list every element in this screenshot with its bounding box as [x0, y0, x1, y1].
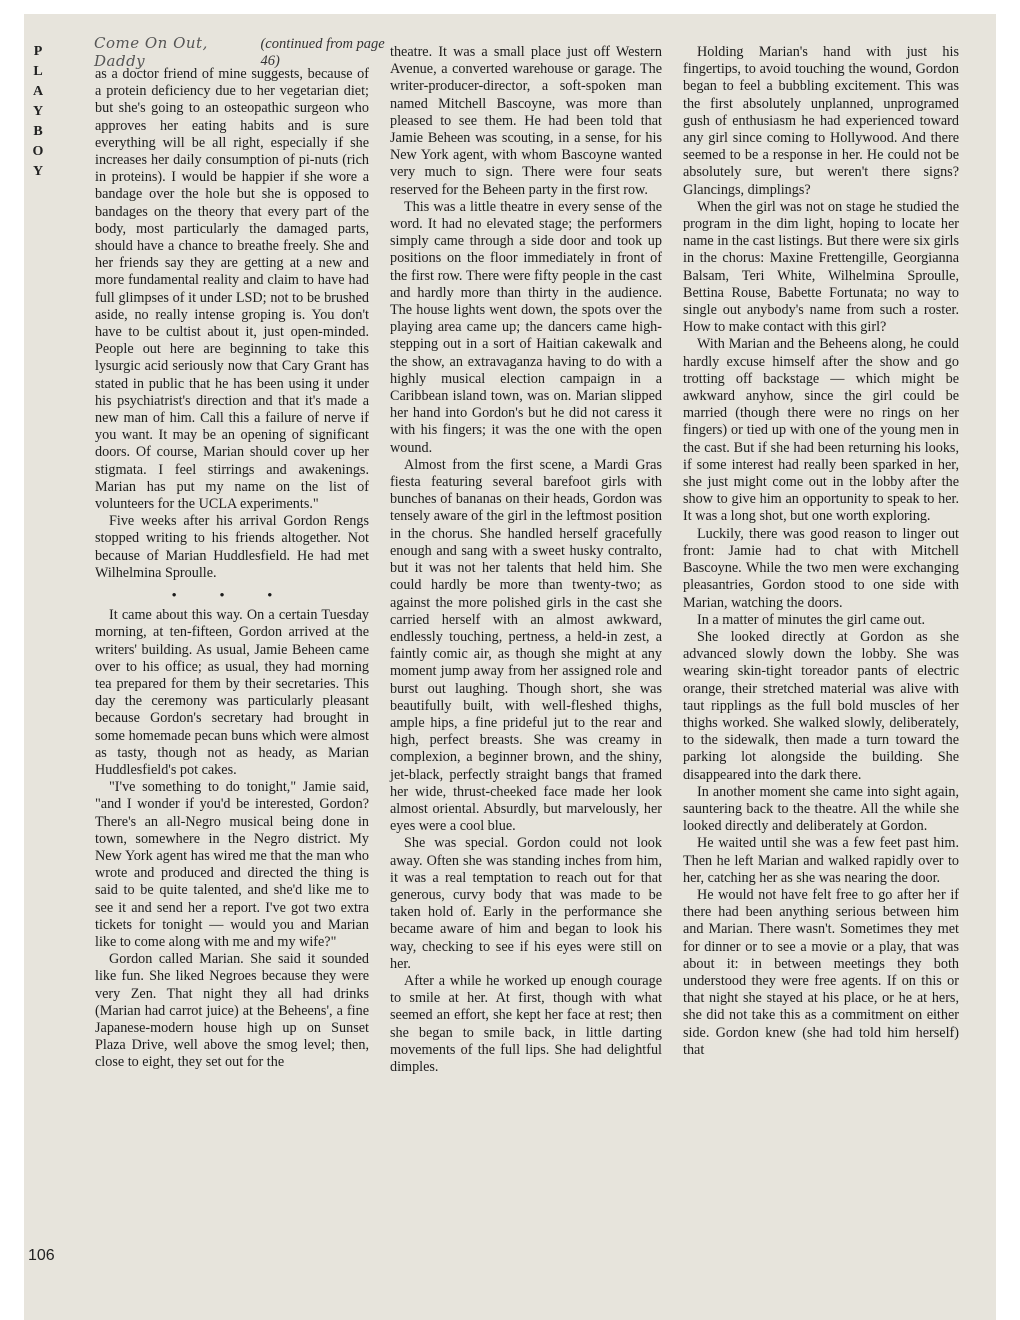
continued-note: (continued from page 46) — [260, 36, 385, 69]
paragraph: In another moment she came into sight again, sauntering back to the theatre. All the while she looked directly and deliberately at Gordon. — [683, 783, 959, 835]
text-column-3 — [683, 44, 959, 1059]
paragraph: Almost from the first scene, a Mardi Gras fiesta featuring several barefoot girls with bunches of bananas on their heads, Gordon was tensely aware of the girl in the leftmost position in the chorus. She handled herself gracefully enough and sang with a sweet husky contralto, but it was not her talents that held him. She could hardly be more than twenty-two; as against the more polished girls in the cast she carried herself with an almost awkward, endlessly touching, pertness, a held-in zest, a faintly comic air, as though she might at any moment jump away from her assigned role and burst out laughing. Though short, she was beautifully built, with well-fleshed thighs, ample hips, a fine prideful jut to the rear and high, perfect breasts. She was creamy in complexion, a beginner brown, and the shiny, jet-black, perfectly straight bangs that framed her wide, thrust-cheeked face made her look almost oriental. Absurdly, but marvelously, her eyes were a cool blue. — [390, 456, 662, 835]
paragraph: theatre. It was a small place just off Western Avenue, a converted warehouse or garage. The writer-producer-director, a soft-spoken man named Mitchell Bascoyne, was more than pleased to see them. He had been told that Jamie Beheen was scouting, in a sense, for his New York agent, with whom Bascoyne wanted very much to sign. There were four seats reserved for the Beheen party in the first row. — [390, 44, 662, 198]
page-number: 106 — [28, 1247, 55, 1264]
section-separator: • • • — [171, 587, 293, 603]
magazine-letter: A — [32, 84, 44, 99]
paragraph: Gordon called Marian. She said it sounded like fun. She liked Negroes because they were very Zen. That night they all had drinks (Marian had carrot juice) at the Beheens', a fine Japanese-modern house high up on Sunset Plaza Drive, well above the smog level; then, close to eight, they set out for the — [95, 951, 369, 1071]
paragraph: He waited until she was a few feet past him. Then he left Marian and walked rapidly over to her, catching her as she was nearing the door. — [683, 835, 959, 886]
paragraph: Holding Marian's hand with just his fingertips, to avoid touching the wound, Gordon began to feel a bubbling excitement. This was the first absolutely unplanned, unprogramed gush of enthusiasm he had experienced toward any girl since coming to Hollywood. And there seemed to be a response in her. He could not be absolutely sure, but weren't there signs? Glancings, dimplings? — [683, 44, 959, 198]
magazine-letter: B — [33, 124, 43, 139]
magazine-letter: L — [33, 64, 43, 79]
paragraph: This was a little theatre in every sense of the word. It had no elevated stage; the performers simply came through a side door and took up positions on the floor immediately in front of the first row. There were fifty people in the cast and hardly more than thirty in the audience. The house lights went down, the spots over the playing area came up; the dancers came high-stepping out in a sort of Haitian cakewalk and the show, an extravaganza having to do with a highly musical election campaign in a Caribbean island town, was on. Marian slipped her hand into Gordon's but he did not caress it with his fingers; it was the one with the open wound. — [390, 198, 662, 456]
paragraph: With Marian and the Beheens along, he could hardly excuse himself after the show and go trotting off backstage — which might be awkward anyhow, since the girl could be married (though there were no rings on her fingers) or tied up with one of the young men in the cast. But if she had been returning his looks, if some interest had really been sparked in her, she just might come out in the lobby after the show to give him an opportunity to speak to her. It was a long shot, but one worth exploring. — [683, 336, 959, 525]
paragraph: "I've something to do tonight," Jamie said, "and I wonder if you'd be interested, Gordon? There's an all-Negro musical being done in town, somewhere in the Negro district. My New York agent has wired me that the man who wrote and produced and directed the thing is said to be quite talented, and she'd like me to see it and send her a report. I've got two extra tickets for tonight — would you and Marian like to come along with me and my wife?" — [95, 779, 369, 950]
magazine-name-vertical — [26, 42, 50, 182]
magazine-letter: Y — [32, 104, 44, 119]
paragraph: Five weeks after his arrival Gordon Rengs stopped writing to his friends altogether. Not because of Marian Huddlesfield. He had met Wilhelmina Sproulle. — [95, 513, 369, 581]
paragraph: In a matter of minutes the girl came out. — [697, 611, 926, 628]
story-title-logo: Come On Out, Daddy — [94, 34, 208, 70]
paragraph: It came about this way. On a certain Tuesday morning, at ten-fifteen, Gordon arrived at the writers' building. As usual, Jamie Beheen came over to his office; as usual, they had morning tea prepared for them by their secretaries. This day the ceremony was particularly pleasant because Gordon's secretary had brought in some homemade pecan buns which were almost as tasty, though not as heady, as Marian Huddlesfield's pot cakes. — [95, 607, 369, 778]
text-column-2 — [390, 44, 662, 1076]
paragraph: Luckily, there was good reason to linger out front: Jamie had to chat with Mitchell Bascoyne. While the two men were exchanging pleasantries, Gordon stood to one side with Marian, watching the doors. — [683, 525, 959, 611]
magazine-letter: Y — [32, 164, 44, 179]
magazine-letter: O — [32, 144, 44, 159]
paragraph: She looked directly at Gordon as she advanced slowly down the lobby. She was wearing skin-tight toreador pants of electric orange, their stretched material was alive with taut ripplings as the full bold muscles of her thighs worked. She walked slowly, deliberately, to the sidewalk, then made a turn toward the parking lot alongside the building. She disappeared into the dark there. — [683, 628, 959, 783]
paragraph: as a doctor friend of mine suggests, because of a protein deficiency due to her vegetarian diet; but she's going to an osteopathic surgeon who approves her eating habits and is sure everything will be all right, especially if she increases her daily consumption of pi-nuts (rich in proteins). I would be happier if she wore a bandage over the hole but she is opposed to bandages on the theory that every part of the body, most particularly the damaged parts, should have a chance to breathe freely. She and her friends say they are getting at a new and more fundamental reality and claim to have had full glimpses of it under LSD; not to be brushed aside, no really intense groping is. You don't have to be cultist about it, just open-minded. People out here are beginning to take this lysurgic acid seriously now that Cary Grant has stated in public that he has been using it under his psychiatrist's direction and that it's made a new man of him. Call this a failure of nerve if you want. It may be an opening of significant doors. Of course, Marian should cover up her stigmata. I feel stirrings and awakenings. Marian has put my name on the list of volunteers for the UCLA experiments." — [95, 66, 369, 513]
paragraph: When the girl was not on stage he studied the program in the dim light, hoping to locate her name in the cast listings. But there were six girls in the chorus: Maxine Frettengille, Georgianna Balsam, Teri White, Wilhelmina Sproulle, Bettina Rouse, Babette Fortunata; no way to single out anybody's name from such a roster. How to make contact with this girl? — [683, 198, 959, 336]
paragraph: He would not have felt free to go after her if there had been anything serious between him and Marian. There wasn't. Sometimes they met for dinner or to see a movie or a play, that was about it: in between meetings they both understood they were free agents. If on this or that night she stayed at his place, or he at hers, she did not take this as a commitment on either side. Gordon knew (she had told him herself) that — [683, 886, 959, 1058]
paragraph: She was special. Gordon could not look away. Often she was standing inches from him, it was a real temptation to reach out for that generous, curvy body that was made to be taken hold of. Early in the performance she became aware of him and began to look his way, checking to see if his eyes were still on her. — [390, 835, 662, 972]
magazine-letter: P — [33, 44, 43, 59]
paragraph: After a while he worked up enough courage to smile at her. At first, though with what seemed an effort, she kept her face at rest; then she began to smile back, in little darting movements of the full lips. She had delightful dimples. — [390, 972, 662, 1075]
text-column-1 — [95, 66, 369, 1072]
